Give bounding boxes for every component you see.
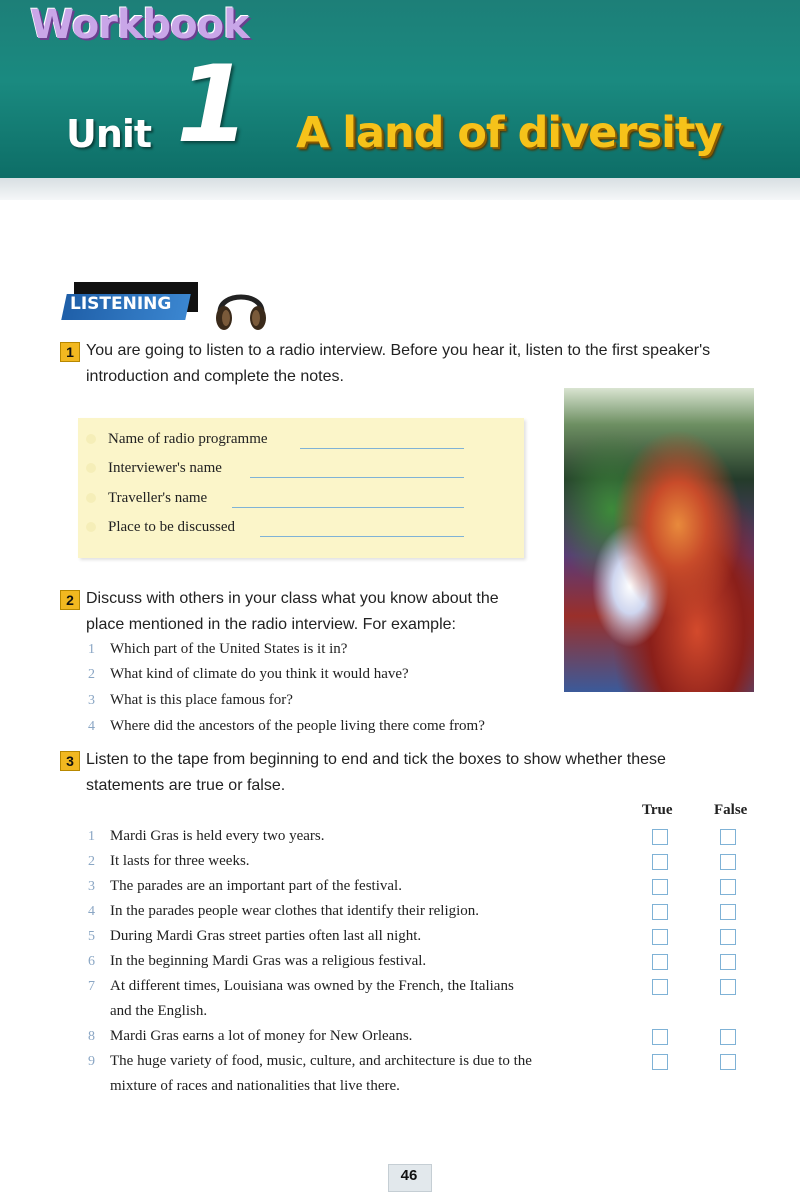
note-label-interviewer: Interviewer's name xyxy=(108,460,222,476)
statement-number: 9 xyxy=(88,1054,95,1069)
false-checkbox[interactable] xyxy=(720,979,736,995)
q2-item-number: 1 xyxy=(88,642,95,657)
true-checkbox[interactable] xyxy=(652,1054,668,1070)
page-number: 46 xyxy=(400,1167,418,1184)
banner-shadow xyxy=(0,178,800,200)
true-checkbox[interactable] xyxy=(652,854,668,870)
column-header-false: False xyxy=(714,802,748,818)
true-checkbox[interactable] xyxy=(652,879,668,895)
note-label-programme: Name of radio programme xyxy=(108,431,268,447)
true-checkbox[interactable] xyxy=(652,979,668,995)
note-row-interviewer xyxy=(108,459,222,481)
statement-text: Mardi Gras earns a lot of money for New Orleans. xyxy=(110,1028,413,1044)
workbook-title: Workbook xyxy=(30,2,249,48)
note-bullet xyxy=(86,522,96,532)
q2-item-text: Where did the ancestors of the people living there come from? xyxy=(110,718,485,734)
false-checkbox[interactable] xyxy=(720,929,736,945)
question-2-number: 2 xyxy=(60,590,80,610)
note-label-place: Place to be discussed xyxy=(108,519,236,535)
true-checkbox[interactable] xyxy=(652,929,668,945)
question-3-text-line2: statements are true or false. xyxy=(86,777,286,794)
false-checkbox[interactable] xyxy=(720,954,736,970)
question-3-text-line1: Listen to the tape from beginning to end and tick the boxes to show whether these xyxy=(86,751,666,768)
q2-item-text: What kind of climate do you think it would have? xyxy=(110,666,409,682)
statement-text: Mardi Gras is held every two years. xyxy=(110,828,325,844)
note-bullet xyxy=(86,434,96,444)
note-answer-line-interviewer[interactable] xyxy=(250,477,464,478)
note-row-place xyxy=(108,518,235,540)
true-checkbox[interactable] xyxy=(652,1029,668,1045)
notes-panel xyxy=(78,418,524,558)
unit-title: A land of diversity xyxy=(296,108,722,158)
note-row-programme xyxy=(108,430,268,452)
q2-item-number: 4 xyxy=(88,719,95,734)
unit-label: Unit xyxy=(66,112,152,156)
note-row-traveller xyxy=(108,489,207,511)
true-checkbox[interactable] xyxy=(652,904,668,920)
mardi-gras-parade-photo xyxy=(564,388,754,692)
listening-section-badge xyxy=(64,282,196,324)
statement-number: 8 xyxy=(88,1029,95,1044)
statement-text: It lasts for three weeks. xyxy=(110,853,250,869)
statement-text: The huge variety of food, music, culture, and architecture is due to the xyxy=(110,1053,532,1069)
false-checkbox[interactable] xyxy=(720,879,736,895)
statement-number: 2 xyxy=(88,854,95,869)
false-checkbox[interactable] xyxy=(720,829,736,845)
true-checkbox[interactable] xyxy=(652,954,668,970)
note-answer-line-traveller[interactable] xyxy=(232,507,464,508)
note-label-traveller: Traveller's name xyxy=(108,490,208,506)
question-1-number: 1 xyxy=(60,342,80,362)
q2-item-text: What is this place famous for? xyxy=(110,692,293,708)
q2-item-number: 2 xyxy=(88,667,95,682)
statement-number: 7 xyxy=(88,979,95,994)
question-2-text-line1: Discuss with others in your class what you know about the xyxy=(86,590,499,607)
note-answer-line-programme[interactable] xyxy=(300,448,464,449)
note-bullet xyxy=(86,493,96,503)
question-2-text-line2: place mentioned in the radio interview. For example: xyxy=(86,616,456,633)
statement-text-continued: and the English. xyxy=(110,1003,208,1019)
statement-text-continued: mixture of races and nationalities that live there. xyxy=(110,1078,400,1094)
statement-number: 3 xyxy=(88,879,95,894)
note-bullet xyxy=(86,463,96,473)
false-checkbox[interactable] xyxy=(720,854,736,870)
statement-number: 4 xyxy=(88,904,95,919)
statement-text: During Mardi Gras street parties often last all night. xyxy=(110,928,422,944)
false-checkbox[interactable] xyxy=(720,1054,736,1070)
statement-number: 5 xyxy=(88,929,95,944)
listening-label: LISTENING xyxy=(70,294,172,314)
q2-item-text: Which part of the United States is it in? xyxy=(110,641,348,657)
statement-text: The parades are an important part of the festival. xyxy=(110,878,402,894)
false-checkbox[interactable] xyxy=(720,1029,736,1045)
statement-number: 6 xyxy=(88,954,95,969)
statement-text: In the parades people wear clothes that identify their religion. xyxy=(110,903,480,919)
question-1-text-line2: introduction and complete the notes. xyxy=(86,368,344,385)
statement-text: At different times, Louisiana was owned by the French, the Italians xyxy=(110,978,514,994)
unit-number: 1 xyxy=(176,43,250,166)
true-checkbox[interactable] xyxy=(652,829,668,845)
false-checkbox[interactable] xyxy=(720,904,736,920)
q2-item-number: 3 xyxy=(88,693,95,708)
column-header-true: True xyxy=(642,802,673,818)
headphones-icon xyxy=(212,282,270,332)
question-3-number: 3 xyxy=(60,751,80,771)
statement-number: 1 xyxy=(88,829,95,844)
question-1-text-line1: You are going to listen to a radio interview. Before you hear it, listen to the first speaker's xyxy=(86,342,711,359)
note-answer-line-place[interactable] xyxy=(260,536,464,537)
statement-text: In the beginning Mardi Gras was a religious festival. xyxy=(110,953,427,969)
